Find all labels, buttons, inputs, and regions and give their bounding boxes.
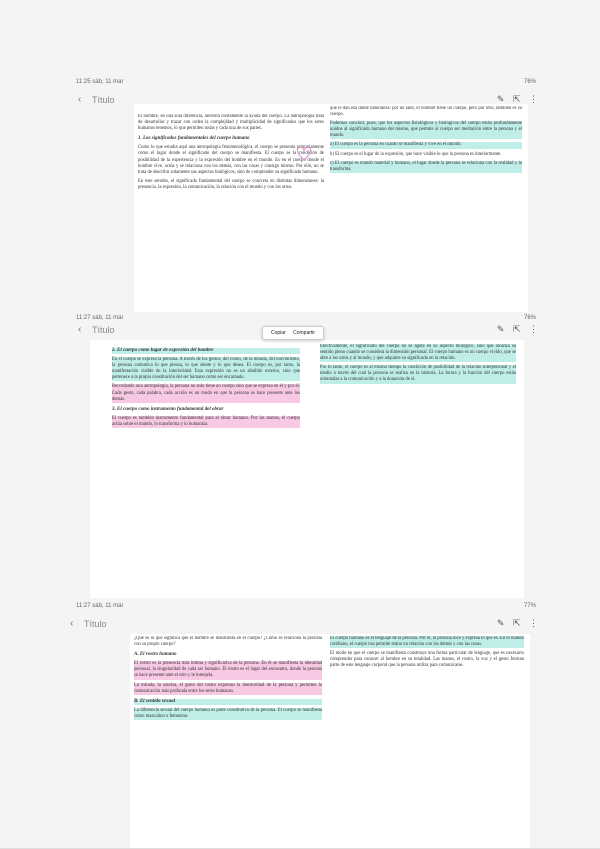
heart-doodle-icon bbox=[294, 144, 314, 162]
body-paragraph: El rostro es la presencia más íntima y significativa de la persona. En él se manifiesta la identidad personal, la singularidad de cada ser humano. El rostro es el lugar del encuentro, donde la persona se hace presente ante el otro y le interpela. bbox=[134, 661, 322, 679]
share-button[interactable]: Compartir bbox=[293, 330, 316, 336]
back-arrow-icon[interactable]: ‹ bbox=[70, 618, 74, 629]
toolbar-tools bbox=[491, 324, 538, 335]
text-selection-popup bbox=[262, 326, 324, 340]
right-top-paragraph: que le dan esa doble naturaleza: por un lado, el hombre tiene un cuerpo, pero por otro, también es su cuerpo. bbox=[330, 106, 522, 118]
right-paragraph: Efectivamente, el significado del cuerpo no se agota en su aspecto biológico, sino que alcanza su sentido pleno cuando se considera la dimensión personal. El cuerpo humano es un cuerpo vivido, que se abre a los otros y al mundo, y que adquiere su significado en la relación. bbox=[320, 344, 516, 362]
battery-status: 77% bbox=[523, 603, 536, 609]
status-time: 11:27 sáb, 11 mar bbox=[76, 603, 124, 609]
left-column bbox=[134, 636, 322, 846]
highlighted-paragraph: Podemos concluir, pues, que los aspectos fisiológicos y biológicos del cuerpo están profundamente unidos al significado humano del mismo, que permite al cuerpo ser mediación entre la persona y el mundo. bbox=[330, 121, 522, 139]
section-heading-2: 3. El cuerpo como instrumento fundamental del obrar bbox=[112, 406, 224, 412]
status-time: 11:27 sáb, 11 mar bbox=[76, 315, 124, 321]
document-page-2 bbox=[90, 340, 524, 598]
right-paragraph: El cuerpo humano es el lenguaje de la persona. Por él, la persona dice y expresa lo que es. En el mundo cotidiano, el cuerpo nos permite entrar en relación con los demás y con las cosas. bbox=[330, 636, 524, 648]
status-bar bbox=[0, 76, 600, 88]
right-column bbox=[320, 344, 516, 594]
section-heading-2: B. El sentido sexual bbox=[134, 699, 322, 705]
right-column bbox=[330, 636, 524, 846]
status-bar bbox=[0, 600, 600, 612]
share-icon[interactable]: ⇱ bbox=[512, 94, 521, 104]
body-paragraph-3: El cuerpo es también instrumento fundamental para el obrar humano. Por las manos, el cuerpo actúa sobre el mundo, lo transforma y lo humaniza. bbox=[112, 415, 300, 427]
body-paragraph-2: Recordando una antropología, la persona no solo tiene un cuerpo sino que se expresa en él y por él. Cada gesto, cada palabra, cada acción es un modo en que la persona se hace presente ante los demás. bbox=[112, 384, 300, 402]
back-arrow-icon[interactable]: ‹ bbox=[78, 94, 82, 105]
pen-icon[interactable]: ✎ bbox=[496, 324, 505, 334]
body-paragraph: Como lo que estudia aquí una antropología fenomenológica, el cuerpo se presenta primariamente como el lugar donde el significado del cuerpo se manifiesta. El cuerpo es la condición de posibilidad de la experiencia y la expresión del hombre en el mundo. Es en el cuerpo donde el hombre vive, actúa y se relaciona con los demás, con las cosas y consigo mismo. Por ello, no se trata de describir solamente sus aspectos biológicos, sino de comprender su significado humano. bbox=[138, 145, 324, 175]
more-icon[interactable]: ⋮ bbox=[529, 618, 538, 628]
document-page-3 bbox=[130, 634, 530, 848]
battery-status: 76% bbox=[523, 315, 536, 321]
pen-icon[interactable]: ✎ bbox=[496, 618, 505, 628]
right-paragraph-2: Por lo tanto, el cuerpo es al mismo tiempo la condición de posibilidad de la relación interpersonal y el medio a través del cual la persona se realiza en la historia. La forma y la función del cuerpo están orientadas a la comunicación y a la donación de sí. bbox=[320, 365, 516, 383]
more-icon[interactable]: ⋮ bbox=[529, 324, 538, 334]
list-item-a: a) El cuerpo es la persona en cuanto se manifiesta y vive en el mundo. bbox=[330, 142, 522, 148]
body-paragraph-2: En este sentido, el significado fundamental del cuerpo se concreta en distintas dimensiones: la presencia, la expresión, la comunicación, la relación con el mundo y con los otros. bbox=[138, 178, 324, 190]
share-icon[interactable]: ⇱ bbox=[512, 618, 521, 628]
document-title: Título bbox=[84, 619, 107, 629]
left-column bbox=[112, 344, 300, 594]
screen-2 bbox=[0, 312, 600, 601]
section-heading: A. El rostro humano bbox=[134, 652, 177, 658]
intro-paragraph: ¿Qué es lo que significa que el hombre se manifiesta en el cuerpo? ¿Cómo se relaciona la persona con su propio cuerpo? bbox=[134, 636, 322, 648]
intro-paragraph: El hombre, en una sola diferencia, necesita ciertamente la ayuda del cuerpo. La antropología trata de desarrollar y trazar con orden la complejidad y multiplicidad de significados que los seres humanos tenemos, lo que permiten todas y cada una de sus partes. bbox=[138, 114, 324, 132]
app-toolbar bbox=[0, 616, 600, 634]
body-paragraph-2: La mirada, la sonrisa, el gesto del rostro expresan la interioridad de la persona y permiten la comunicación más profunda entre los seres humanos. bbox=[134, 682, 322, 694]
document-page-1 bbox=[134, 104, 528, 312]
section-heading: 2. El cuerpo como lugar de expresión del hombre bbox=[112, 348, 300, 354]
screen-3 bbox=[0, 600, 600, 849]
body-paragraph-3: La diferencia sexual del cuerpo humano es parte constitutiva de la persona. El cuerpo se manifiesta como masculino o femenino. bbox=[134, 707, 322, 719]
more-icon[interactable]: ⋮ bbox=[529, 94, 538, 104]
document-title: Título bbox=[92, 325, 115, 335]
section-heading: 1. Los significados fundamentales del cuerpo humano bbox=[138, 136, 250, 142]
body-paragraph: En el cuerpo se expresa la persona. A través de los gestos, del rostro, de la mirada, del movimiento, la persona comunica lo que piensa, lo que siente y lo que desea. El cuerpo es, por tanto, la manifestación visible de la interioridad. Esta expresión no es un añadido externo, sino que pertenece a la propia constitución del ser humano como ser encarnado. bbox=[112, 357, 300, 381]
list-item-b: b) El cuerpo es el lugar de la expresión, que hace visible lo que la persona es interiormente. bbox=[330, 151, 502, 157]
back-arrow-icon[interactable]: ‹ bbox=[78, 324, 82, 335]
battery-status: 76% bbox=[523, 79, 536, 85]
document-title: Título bbox=[92, 95, 115, 105]
screen-1 bbox=[0, 0, 600, 313]
right-column bbox=[330, 106, 522, 310]
toolbar-tools bbox=[491, 618, 538, 629]
copy-button[interactable]: Copiar bbox=[271, 330, 286, 336]
share-icon[interactable]: ⇱ bbox=[512, 324, 521, 334]
right-paragraph-2: El modo en que el cuerpo se manifiesta constituye una forma particular de lenguaje, que es necesario comprender para conocer al hombre en su totalidad. Las manos, el rostro, la voz y el gesto forman parte de este lenguaje corporal que la persona utiliza para comunicarse. bbox=[330, 651, 524, 669]
list-item-c: c) El cuerpo es mundo material y humano, el lugar donde la persona se relaciona con la realidad y la transforma. bbox=[330, 160, 522, 172]
pen-icon[interactable]: ✎ bbox=[496, 94, 505, 104]
status-time: 11:25 sáb, 11 mar bbox=[76, 79, 124, 85]
